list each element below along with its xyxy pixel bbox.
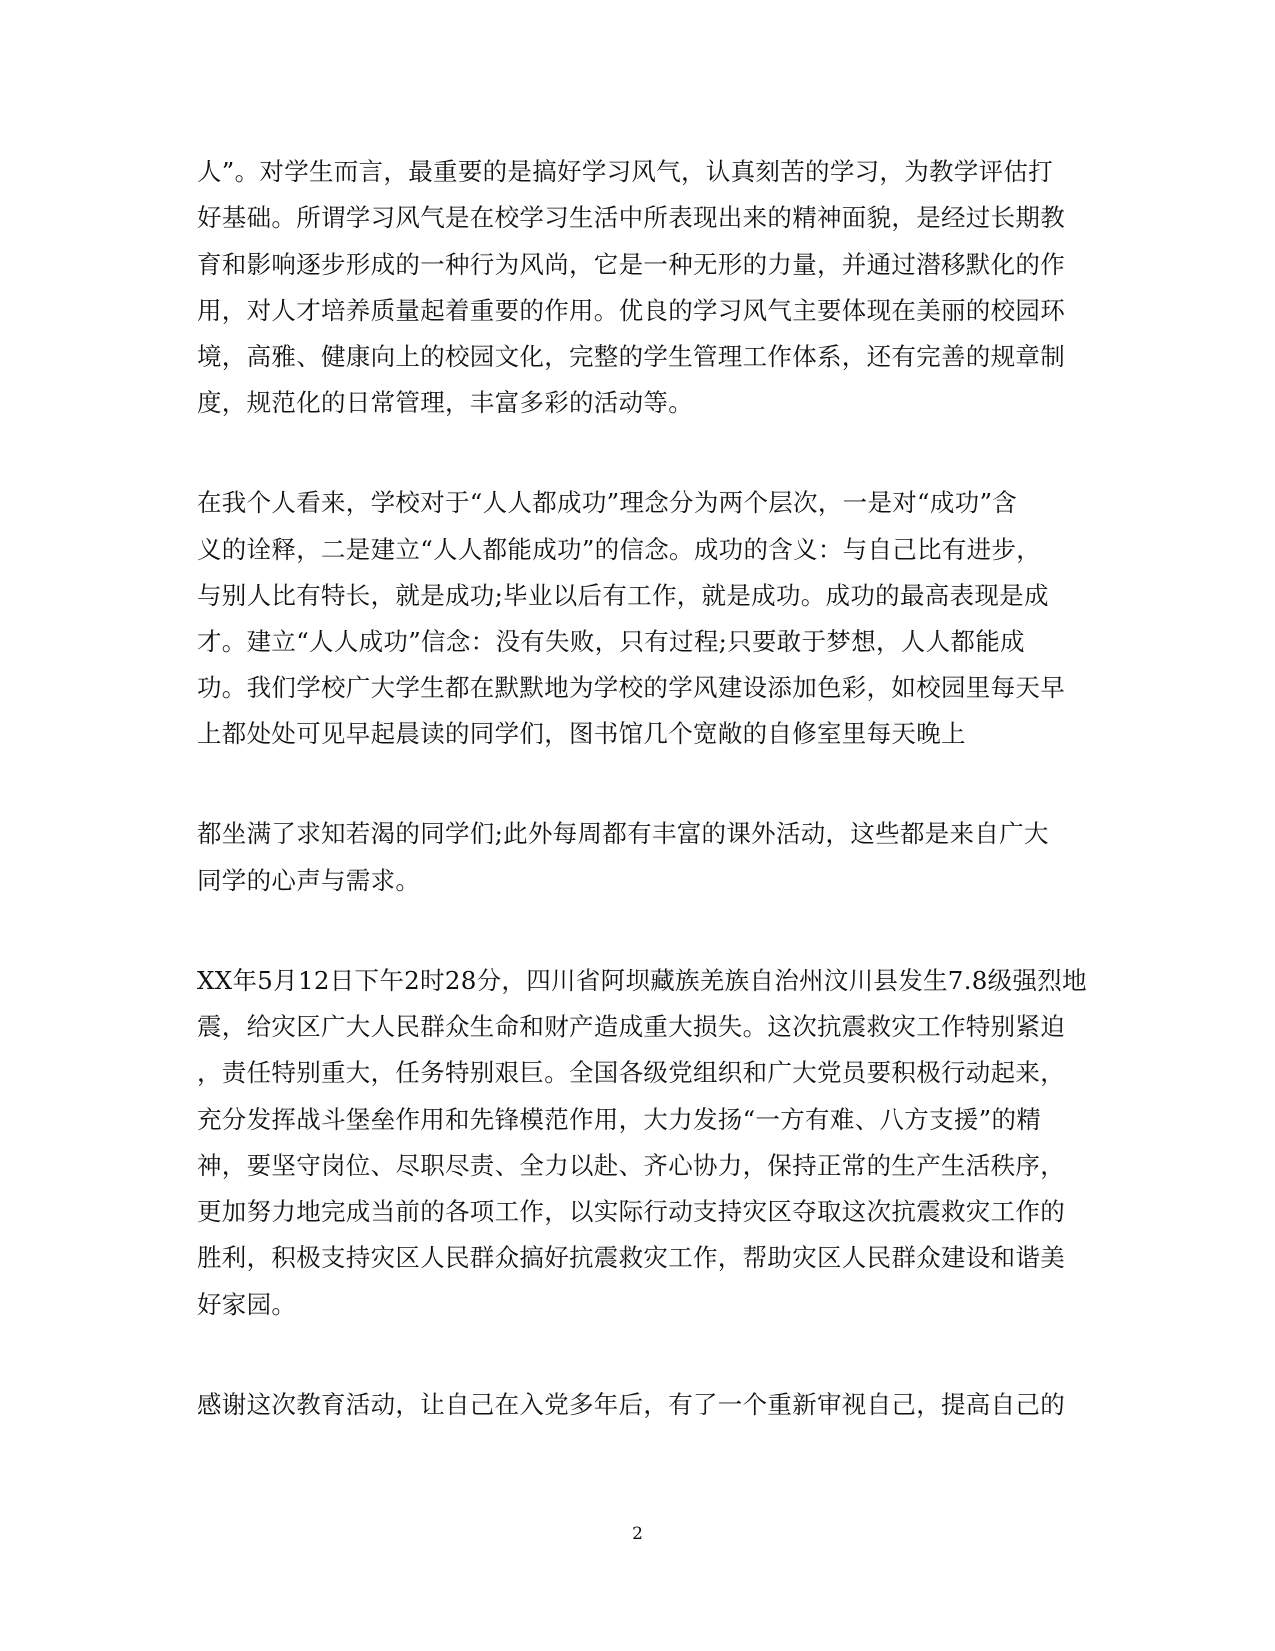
text-line: 境，高雅、健康向上的校园文化，完整的学生管理工作体系，还有完善的规章制: [197, 342, 1065, 371]
text-line: 震，给灾区广大人民群众生命和财产造成重大损失。这次抗震救灾工作特别紧迫: [197, 1012, 1065, 1041]
text-line: 与别人比有特长，就是成功;毕业以后有工作，就是成功。成功的最高表现是成: [197, 581, 1049, 610]
text-line: 上都处处可见早起晨读的同学们，图书馆几个宽敞的自修室里每天晚上: [197, 719, 966, 748]
text-line: 好家园。: [197, 1290, 297, 1319]
text-line: 同学的心声与需求。: [197, 866, 421, 895]
text-line: 更加努力地完成当前的各项工作，以实际行动支持灾区夺取这次抗震救灾工作的: [197, 1197, 1065, 1226]
text-line: 用，对人才培养质量起着重要的作用。优良的学习风气主要体现在美丽的校园环: [197, 296, 1065, 325]
page-number: 2: [632, 1524, 643, 1544]
text-line: ，责任特别重大，任务特别艰巨。全国各级党组织和广大党员要积极行动起来，: [197, 1058, 1065, 1087]
text-line: XX年5月12日下午2时28分，四川省阿坝藏族羌族自治州汶川县发生7.8级强烈地: [197, 966, 1087, 995]
text-line: 胜利，积极支持灾区人民群众搞好抗震救灾工作，帮助灾区人民群众建设和谐美: [197, 1243, 1065, 1272]
text-line: 神，要坚守岗位、尽职尽责、全力以赴、齐心协力，保持正常的生产生活秩序，: [197, 1151, 1065, 1180]
text-line: 充分发挥战斗堡垒作用和先锋模范作用，大力发扬“一方有难、八方支援”的精: [197, 1105, 1042, 1134]
text-line: 都坐满了求知若渴的同学们;此外每周都有丰富的课外活动，这些都是来自广大: [197, 819, 1049, 848]
text-line: 感谢这次教育活动，让自己在入党多年后，有了一个重新审视自己，提高自己的: [197, 1390, 1065, 1419]
text-line: 才。建立“人人成功”信念：没有失败，只有过程;只要敢于梦想，人人都能成: [197, 627, 1025, 656]
text-line: 人”。对学生而言，最重要的是搞好学习风气，认真刻苦的学习，为教学评估打: [197, 157, 1054, 186]
text-line: 功。我们学校广大学生都在默默地为学校的学风建设添加色彩，如校园里每天早: [197, 673, 1065, 702]
text-line: 度，规范化的日常管理，丰富多彩的活动等。: [197, 388, 693, 417]
text-line: 义的诠释，二是建立“人人都能成功”的信念。成功的含义：与自己比有进步，: [197, 535, 1042, 564]
text-line: 育和影响逐步形成的一种行为风尚，它是一种无形的力量，并通过潜移默化的作: [197, 250, 1065, 279]
text-line: 好基础。所谓学习风气是在校学习生活中所表现出来的精神面貌，是经过长期教: [197, 203, 1065, 232]
text-line: 在我个人看来，学校对于“人人都成功”理念分为两个层次，一是对“成功”含: [197, 488, 1018, 517]
